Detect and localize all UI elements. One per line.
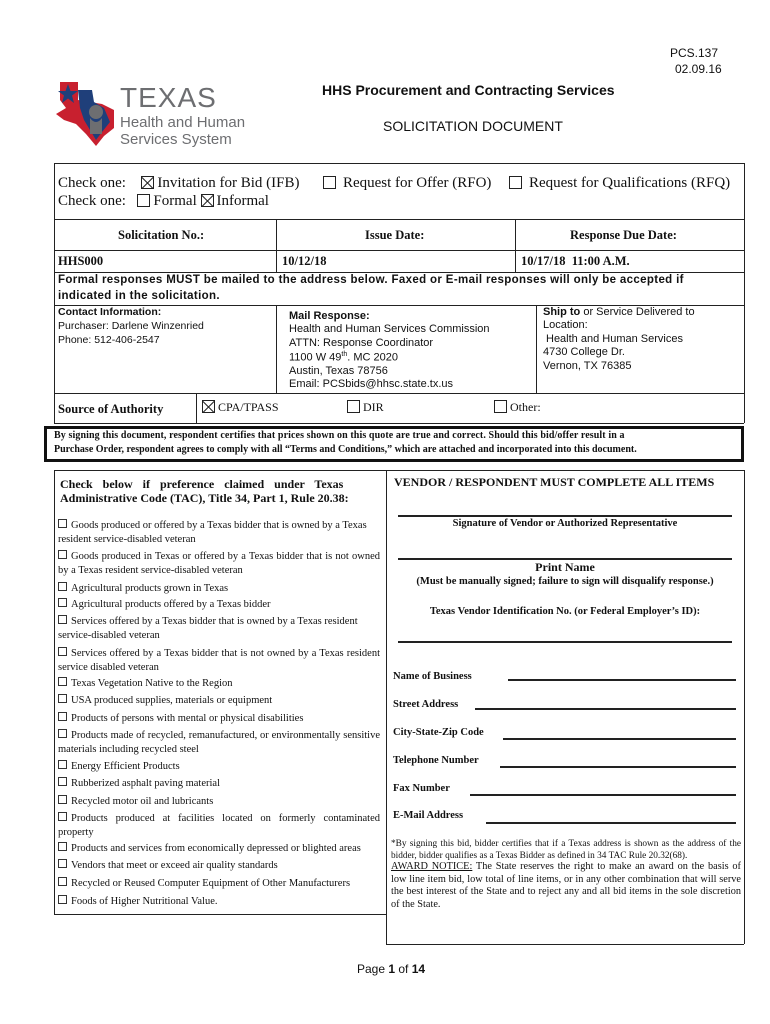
certification-line2: Purchase Order, respondent agrees to comply with all “Terms and Conditions,” which are attached and incorporated into this document. bbox=[54, 444, 637, 455]
preference-checkbox[interactable] bbox=[58, 777, 67, 786]
preference-item[interactable] bbox=[58, 582, 380, 596]
ship-to-heading bbox=[543, 306, 695, 318]
purchaser-name: Purchaser: Darlene Winzenried bbox=[58, 320, 204, 332]
preference-item[interactable] bbox=[58, 729, 380, 757]
issue-date-value: 10/12/18 bbox=[282, 254, 327, 268]
preference-item[interactable] bbox=[58, 895, 380, 909]
preference-label: Products produced at facilities located on formerly contaminated property bbox=[58, 813, 380, 838]
form-number: PCS.137 bbox=[670, 46, 719, 60]
ship-line1: Location: bbox=[543, 319, 588, 331]
dir-label: DIR bbox=[363, 400, 384, 414]
street-address-label: Street Address bbox=[393, 699, 459, 710]
ifb-checkbox[interactable] bbox=[141, 176, 154, 189]
purchaser-phone: Phone: 512-406-2547 bbox=[58, 334, 160, 346]
preference-checkbox[interactable] bbox=[58, 760, 67, 769]
preference-checkbox[interactable] bbox=[58, 582, 67, 591]
preference-item[interactable] bbox=[58, 615, 380, 643]
informal-label: Informal bbox=[216, 193, 269, 209]
rfo-label: Request for Offer (RFO) bbox=[342, 175, 492, 191]
preference-label: Goods produced or offered by a Texas bidder that is owned by a Texas resident service-disabled veteran bbox=[58, 520, 367, 545]
ship-line4: Vernon, TX 76385 bbox=[543, 360, 632, 372]
department-title: HHS Procurement and Contracting Services bbox=[322, 82, 615, 98]
response-due-value: 10/17/18 11:00 A.M. bbox=[521, 254, 630, 268]
page-prefix: Page bbox=[357, 962, 389, 976]
solicitation-no-value: HHS000 bbox=[58, 254, 104, 268]
mail-line1: Health and Human Services Commission bbox=[289, 323, 490, 335]
certification-line1: By signing this document, respondent certifies that prices shown on this quote are true and correct. Should this bid/offer result in a bbox=[54, 430, 625, 441]
response-due-label: Response Due Date: bbox=[570, 228, 677, 242]
mail-line3-prefix: 1100 W 49 bbox=[289, 351, 342, 364]
page-of: of bbox=[395, 962, 412, 976]
preference-item[interactable] bbox=[58, 519, 380, 547]
preference-label: Vendors that meet or exceed air quality standards bbox=[71, 860, 278, 871]
solicitation-no-label: Solicitation No.: bbox=[118, 228, 205, 242]
preference-item[interactable] bbox=[58, 842, 380, 856]
other-option[interactable] bbox=[494, 400, 541, 415]
preference-checkbox[interactable] bbox=[58, 729, 67, 738]
preference-item[interactable] bbox=[58, 777, 380, 791]
street-address-line[interactable] bbox=[475, 708, 736, 710]
preference-label: Agricultural products grown in Texas bbox=[71, 583, 229, 594]
ifb-label: Invitation for Bid (IFB) bbox=[157, 175, 300, 191]
cpa-tpass-checkbox[interactable] bbox=[202, 400, 215, 413]
contact-heading: Contact Information: bbox=[58, 306, 162, 318]
cpa-tpass-label: CPA/TPASS bbox=[218, 400, 279, 414]
signature-label: Signature of Vendor or Authorized Representative bbox=[452, 518, 678, 529]
award-notice bbox=[391, 861, 741, 911]
preference-label: Rubberized asphalt paving material bbox=[71, 778, 220, 789]
fax-line[interactable] bbox=[470, 794, 736, 796]
vendor-id-line[interactable] bbox=[398, 641, 732, 643]
texas-hhs-logo bbox=[52, 78, 262, 150]
email-line[interactable] bbox=[486, 822, 736, 824]
formal-responses-notice: Formal responses MUST be mailed to the address below. Faxed or E-mail responses will only be accepted if bbox=[58, 274, 684, 286]
check-one-type-row bbox=[58, 175, 730, 192]
fax-label: Fax Number bbox=[393, 783, 450, 794]
preference-checkbox[interactable] bbox=[58, 842, 67, 851]
preference-label: Foods of Higher Nutritional Value. bbox=[71, 896, 218, 907]
informal-checkbox[interactable] bbox=[201, 194, 214, 207]
preference-label: Products and services from economically depressed or blighted areas bbox=[71, 843, 361, 854]
check-one-label-2: Check one: bbox=[58, 193, 126, 209]
mail-line3-suffix: . MC 2020 bbox=[347, 351, 398, 364]
preference-checkbox[interactable] bbox=[58, 598, 67, 607]
mail-response-heading: Mail Response: bbox=[289, 310, 370, 322]
preference-label: Products made of recycled, remanufactured, or environmentally sensitive materials including recycled steel bbox=[58, 730, 380, 755]
telephone-label: Telephone Number bbox=[393, 755, 479, 766]
preference-checkbox[interactable] bbox=[58, 812, 67, 821]
page-total: 14 bbox=[411, 962, 426, 976]
vendor-heading: VENDOR / RESPONDENT MUST COMPLETE ALL ITEMS bbox=[394, 475, 715, 489]
texas-bidder-footnote: *By signing this bid, bidder certifies that if a Texas address is shown as the address of the bidder, bidder qualifies as a Texas Bidder as defined in 34 TAC Rule 20.32(68). bbox=[391, 839, 741, 861]
mail-line3-sup: th bbox=[341, 351, 348, 358]
preference-label: Texas Vegetation Native to the Region bbox=[71, 678, 233, 689]
award-notice-label: AWARD NOTICE: bbox=[391, 861, 473, 872]
preference-item[interactable] bbox=[58, 812, 380, 840]
preference-item[interactable] bbox=[58, 677, 380, 691]
print-name-label: Print Name bbox=[535, 560, 595, 574]
formal-checkbox[interactable] bbox=[137, 194, 150, 207]
preference-checkbox[interactable] bbox=[58, 859, 67, 868]
preference-item[interactable] bbox=[58, 877, 380, 891]
preference-checkbox[interactable] bbox=[58, 647, 67, 656]
preference-item[interactable] bbox=[58, 760, 380, 774]
texas-map-icon bbox=[52, 78, 122, 148]
form-date: 02.09.16 bbox=[675, 62, 722, 76]
preference-item[interactable] bbox=[58, 647, 380, 675]
signature-line[interactable] bbox=[398, 515, 732, 517]
preference-item[interactable] bbox=[58, 859, 380, 873]
preference-label: Products of persons with mental or physical disabilities bbox=[71, 713, 304, 724]
preference-checkbox[interactable] bbox=[58, 877, 67, 886]
business-name-label: Name of Business bbox=[393, 671, 472, 682]
logo-line2: Health and Human bbox=[120, 114, 246, 131]
city-state-zip-line[interactable] bbox=[503, 738, 736, 740]
city-state-zip-label: City-State-Zip Code bbox=[393, 727, 484, 738]
rfq-checkbox[interactable] bbox=[509, 176, 522, 189]
page-current: 1 bbox=[388, 962, 396, 976]
preference-label: Agricultural products offered by a Texas bidder bbox=[71, 599, 271, 610]
preference-item[interactable] bbox=[58, 550, 380, 578]
business-name-line[interactable] bbox=[508, 679, 736, 681]
issue-date-label: Issue Date: bbox=[365, 228, 425, 242]
page-indicator bbox=[357, 962, 425, 976]
telephone-line[interactable] bbox=[500, 766, 736, 768]
preference-checkbox[interactable] bbox=[58, 615, 67, 624]
ship-to-rest: or Service Delivered to bbox=[580, 306, 695, 318]
email-label: E-Mail Address bbox=[393, 810, 464, 821]
rfq-label: Request for Qualifications (RFQ) bbox=[528, 175, 731, 191]
preference-label: Energy Efficient Products bbox=[71, 761, 180, 772]
document-title: SOLICITATION DOCUMENT bbox=[383, 118, 563, 134]
preference-label: Services offered by a Texas bidder that is not owned by a Texas resident service disabled veteran bbox=[58, 648, 380, 673]
preference-checkbox[interactable] bbox=[58, 795, 67, 804]
preference-checkbox[interactable] bbox=[58, 677, 67, 686]
preference-checkbox[interactable] bbox=[58, 712, 67, 721]
ship-line2: Health and Human Services bbox=[546, 333, 683, 345]
dir-checkbox[interactable] bbox=[347, 400, 360, 413]
preference-item[interactable] bbox=[58, 712, 380, 726]
source-of-authority-label: Source of Authority bbox=[58, 402, 164, 416]
preference-label: Recycled or Reused Computer Equipment of Other Manufacturers bbox=[71, 878, 351, 889]
dir-option[interactable] bbox=[347, 400, 384, 415]
preference-item[interactable] bbox=[58, 598, 380, 612]
preference-label: Goods produced in Texas or offered by a Texas bidder that is not owned by a Texas resident service-disabled veteran bbox=[58, 551, 380, 576]
award-notice-text: The State reserves the right to make an award on the basis of low line item bid, low total of line items, or in any other combination that will serve the best interest of the State and to reject any and all bid items in the sole discretion of the State. bbox=[391, 861, 741, 910]
preference-item[interactable] bbox=[58, 694, 380, 708]
formal-label: Formal bbox=[153, 193, 197, 209]
preference-label: USA produced supplies, materials or equipment bbox=[71, 695, 273, 706]
mail-line2: ATTN: Response Coordinator bbox=[289, 337, 434, 349]
cpa-tpass-option[interactable] bbox=[202, 400, 279, 415]
check-one-label: Check one: bbox=[58, 175, 126, 191]
rfo-checkbox[interactable] bbox=[323, 176, 336, 189]
ship-line3: 4730 College Dr. bbox=[543, 346, 625, 358]
preference-item[interactable] bbox=[58, 795, 380, 809]
check-one-format-row bbox=[58, 193, 269, 210]
preference-heading-2: Administrative Code (TAC), Title 34, Part 1, Rule 20.38: bbox=[60, 491, 349, 505]
mail-line3 bbox=[289, 351, 398, 364]
preference-checkbox[interactable] bbox=[58, 694, 67, 703]
mail-email: Email: PCSbids@hhsc.state.tx.us bbox=[289, 378, 454, 390]
preference-checkbox[interactable] bbox=[58, 895, 67, 904]
manual-sign-note: (Must be manually signed; failure to sign will disqualify response.) bbox=[416, 576, 714, 587]
ship-to-bold: Ship to bbox=[543, 306, 581, 318]
preference-label: Services offered by a Texas bidder that is owned by a Texas resident service-disabled veteran bbox=[58, 616, 358, 641]
other-label: Other: bbox=[510, 400, 541, 414]
formal-responses-notice-2: indicated in the solicitation. bbox=[58, 290, 220, 302]
vendor-id-label: Texas Vendor Identification No. (or Federal Employer’s ID): bbox=[429, 606, 701, 617]
mail-line4: Austin, Texas 78756 bbox=[289, 365, 388, 377]
logo-line3: Services System bbox=[120, 131, 232, 148]
preference-label: Recycled motor oil and lubricants bbox=[71, 796, 214, 807]
logo-texas-text: TEXAS bbox=[120, 82, 217, 113]
preference-heading-1: Check below if preference claimed under Texas bbox=[60, 477, 344, 491]
other-checkbox[interactable] bbox=[494, 400, 507, 413]
preference-checkbox[interactable] bbox=[58, 550, 67, 559]
preference-checkbox[interactable] bbox=[58, 519, 67, 528]
